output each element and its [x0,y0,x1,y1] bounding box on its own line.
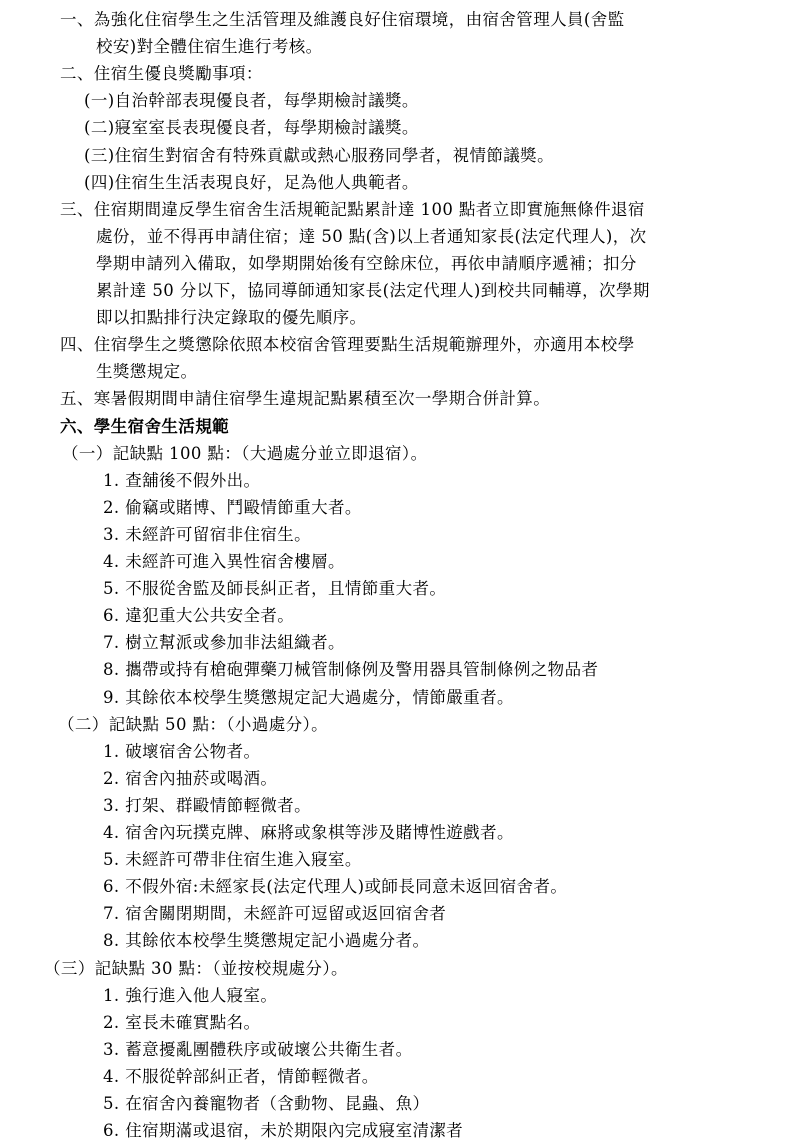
document-line: 2. 偷竊或賭博、鬥毆情節重大者。 [103,497,362,517]
document-line: 二、住宿生優良獎勵事項： [60,64,263,84]
document-line: 4. 不服從幹部糾正者，情節輕微者。 [103,1066,379,1086]
document-line: (三)住宿生對宿舍有特殊貢獻或熱心服務同學者，視情節議獎。 [84,145,554,165]
document-line: 6. 住宿期滿或退宿，未於期限內完成寢室清潔者 [103,1121,464,1141]
document-line: 8. 攜帶或持有槍砲彈藥刀械管制條例及警用器具管制條例之物品者 [103,660,599,680]
document-line: (一)自治幹部表現優良者，每學期檢討議獎。 [84,91,419,111]
document-line: 6. 違犯重大公共安全者。 [103,606,295,626]
document-line: 3. 打架、群毆情節輕微者。 [103,795,312,815]
document-line: 即以扣點排行決定錄取的優先順序。 [96,308,367,328]
document-line: 6. 不假外宿:未經家長(法定代理人)或師長同意未返回宿舍者。 [103,877,568,897]
document-line: 4. 未經許可進入異性宿舍樓層。 [103,552,345,571]
document-line: 五、寒暑假期間申請住宿學生違規記點累積至次一學期合併計算。 [60,389,551,409]
document-line: 1. 強行進入他人寢室。 [103,985,278,1005]
document-line: 校安)對全體住宿生進行考核。 [96,37,323,57]
document-line: 2. 宿舍內抽菸或喝酒。 [103,768,278,788]
document-line: 2. 室長未確實點名。 [103,1012,261,1032]
document-line: 3. 蓄意擾亂團體秩序或破壞公共衛生者。 [103,1039,413,1059]
document-line: 一、為強化住宿學生之生活管理及維護良好住宿環境，由宿舍管理人員(舍監 [60,10,625,29]
document-line: 生獎懲規定。 [96,362,198,382]
document-line: 7. 樹立幫派或參加非法組織者。 [103,633,345,653]
document-line: 9. 其餘依本校學生獎懲規定記大過處分，情節嚴重者。 [103,687,514,707]
document-line: 四、住宿學生之獎懲除依照本校宿舍管理要點生活規範辦理外，亦適用本校學 [60,335,635,355]
document-line: 5. 不服從舍監及師長糾正者，且情節重大者。 [103,579,447,599]
document-line: 1. 查舖後不假外出。 [103,470,261,490]
document-line: （二）記缺點 50 點：（小過處分）。 [58,714,329,734]
document-line: 1. 破壞宿舍公物者。 [103,741,261,761]
document-line: 5. 未經許可帶非住宿生進入寢室。 [103,850,362,870]
document-line: (四)住宿生生活表現良好，足為他人典範者。 [84,172,419,192]
document-line: (二)寢室室長表現優良者，每學期檢討議獎。 [84,118,419,138]
document-line: 學期申請列入備取，如學期開始後有空餘床位，再依申請順序遞補；扣分 [96,253,637,273]
section-heading: 六、學生宿舍生活規範 [60,416,229,436]
document-line: 4. 宿舍內玩撲克牌、麻將或象棋等涉及賭博性遊戲者。 [103,823,514,842]
document-line: （一）記缺點 100 點：（大過處分並立即退宿）。 [62,443,428,463]
document-line: 累計達 50 分以下，協同導師通知家長(法定代理人)到校共同輔導，次學期 [96,281,650,300]
document-line: 處份，並不得再申請住宿；達 50 點(含)以上者通知家長(法定代理人)，次 [96,226,647,246]
document-line: 8. 其餘依本校學生獎懲規定記小過處分者。 [103,931,430,951]
document-line: 7. 宿舍關閉期間，未經許可逗留或返回宿舍者 [103,904,447,924]
document-line: 5. 在宿舍內養寵物者（含動物、昆蟲、魚） [103,1094,430,1113]
document-line: （三）記缺點 30 點：（並按校規處分）。 [44,958,348,978]
document-line: 3. 未經許可留宿非住宿生。 [103,524,312,544]
document-line: 三、住宿期間違反學生宿舍生活規範記點累計達 100 點者立即實施無條件退宿 [60,199,645,219]
